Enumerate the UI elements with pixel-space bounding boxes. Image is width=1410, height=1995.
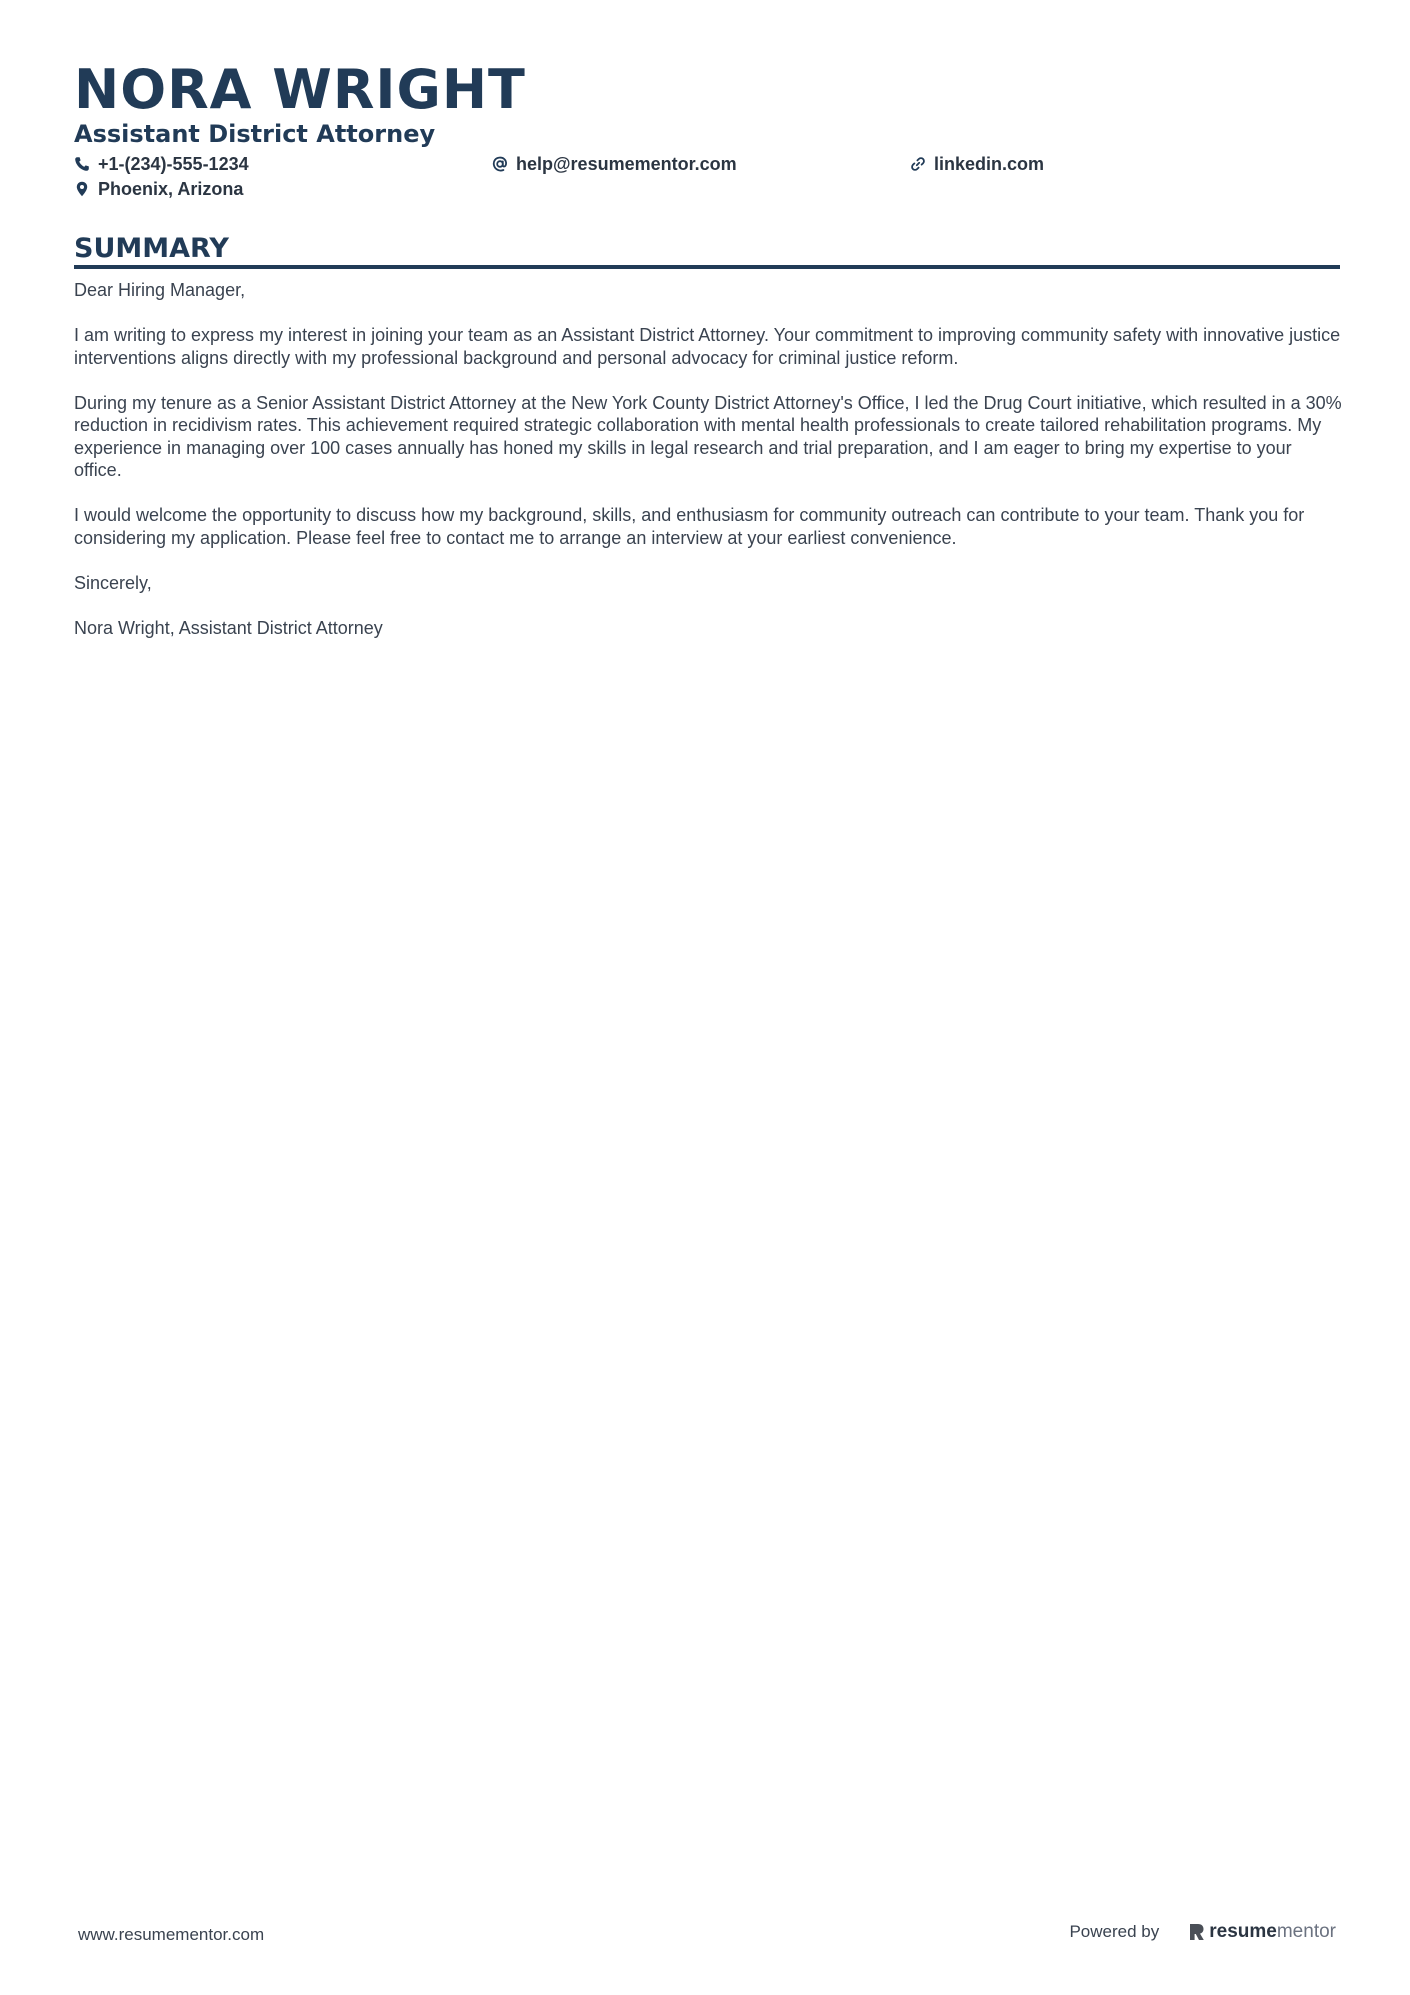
phone-icon xyxy=(74,156,90,172)
brand-logo[interactable] xyxy=(1189,1920,1336,1944)
letter-paragraph-2: During my tenure as a Senior Assistant District Attorney at the New York County District Attorney's Office, I led the Drug Court initiative, which resulted in a 30% reduction in recidivism rates. This achievement required strategic collaboration with mental health professionals to create tailored rehabilitation programs. My experience in managing over 100 cases annually has honed my skills in legal research and trial preparation, and I am eager to bring my expertise to your office. xyxy=(74,392,1342,480)
letter-paragraph-1: I am writing to express my interest in joining your team as an Assistant District Attorney. Your commitment to improving community safety with innovative justice interventions aligns directly with my professional background and personal advocacy for criminal justice reform. xyxy=(74,325,1341,368)
at-icon xyxy=(492,156,508,172)
letter-closing: Sincerely, xyxy=(74,572,152,593)
letter-paragraph-3: I would welcome the opportunity to discuss how my background, skills, and enthusiasm for community outreach can contribute to your team. Thank you for considering my application. Please feel free to contact me to arrange an interview at your earliest convenience. xyxy=(74,505,1305,548)
link-icon xyxy=(910,156,926,172)
letter-greeting: Dear Hiring Manager, xyxy=(74,280,246,300)
summary-heading: SUMMARY xyxy=(74,233,229,264)
letter-signature: Nora Wright, Assistant District Attorney xyxy=(74,617,383,638)
candidate-name: NORA WRIGHT xyxy=(74,58,526,121)
brand-mark-icon xyxy=(1189,1922,1205,1942)
letter-body xyxy=(74,279,1342,662)
powered-by-label: Powered by xyxy=(1069,1922,1160,1941)
candidate-role: Assistant District Attorney xyxy=(74,120,436,148)
section-divider xyxy=(74,265,1340,269)
email-text: help@resumementor.com xyxy=(516,154,737,174)
location-text: Phoenix, Arizona xyxy=(98,179,244,199)
footer-website[interactable]: www.resumementor.com xyxy=(78,1925,265,1944)
map-pin-icon xyxy=(74,181,90,197)
contact-location xyxy=(74,177,243,201)
contact-phone[interactable] xyxy=(74,152,249,176)
brand-name-part2: mentor xyxy=(1276,1921,1336,1942)
linkedin-text: linkedin.com xyxy=(934,154,1045,174)
footer-branding xyxy=(1069,1920,1336,1944)
brand-name-part1: resume xyxy=(1209,1921,1277,1942)
contact-email[interactable] xyxy=(492,152,737,176)
contact-linkedin[interactable] xyxy=(910,152,1044,176)
phone-text: +1-(234)-555-1234 xyxy=(98,154,249,174)
